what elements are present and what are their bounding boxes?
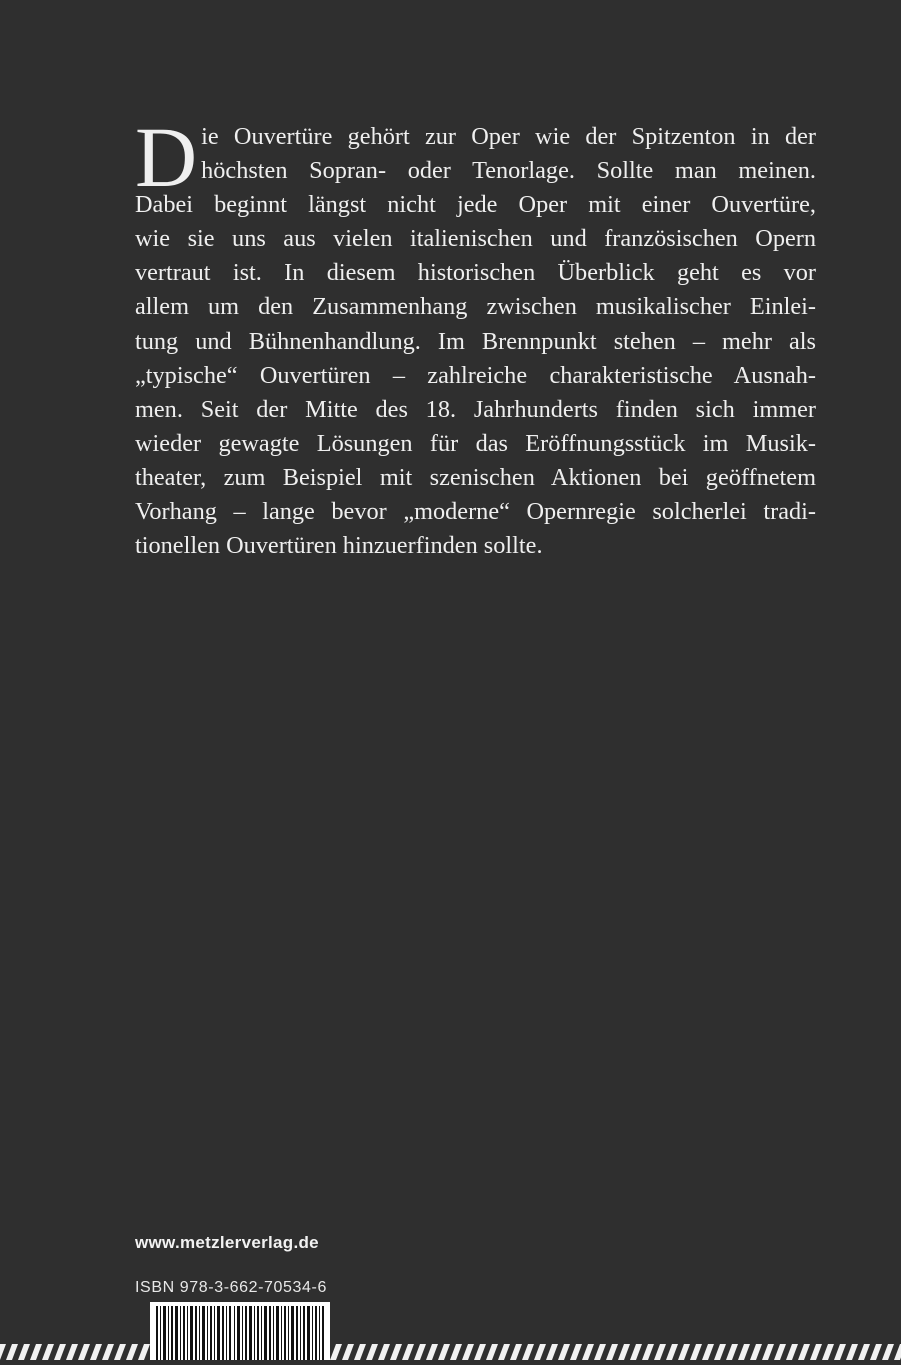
isbn-label: ISBN 978-3-662-70534-6: [135, 1279, 327, 1296]
blurb-line: allem um den Zusammenhang zwischen musikalischer Einlei-: [135, 293, 816, 321]
blurb-line: tung und Bühnenhandlung. Im Brennpunkt stehen – mehr als: [135, 327, 816, 355]
blurb-line: Vorhang – lange bevor „moderne“ Opernregie solcherlei tradi-: [135, 498, 816, 526]
blurb-line: höchsten Sopran- oder Tenorlage. Sollte man meinen.: [201, 157, 816, 185]
blurb-line: „typische“ Ouvertüren – zahlreiche charakteristische Ausnah-: [135, 361, 816, 389]
barcode-icon: [150, 1302, 330, 1360]
drop-cap: D: [135, 109, 198, 205]
blurb-line: men. Seit der Mitte des 18. Jahrhunderts finden sich immer: [135, 395, 816, 423]
zigzag-pattern-icon: [0, 1344, 901, 1360]
blurb-line: wieder gewagte Lösungen für das Eröffnungsstück im Musik-: [135, 429, 816, 457]
decorative-zigzag-border: [0, 1344, 901, 1360]
blurb-line: wie sie uns aus vielen italienischen und französischen Opern: [135, 225, 816, 253]
cover-blurb: [135, 109, 816, 563]
blurb-line: ie Ouvertüre gehört zur Oper wie der Spitzenton in der: [201, 123, 816, 150]
blurb-line: vertraut ist. In diesem historischen Überblick geht es vor: [135, 259, 816, 287]
publisher-url[interactable]: www.metzlerverlag.de: [135, 1233, 319, 1252]
blurb-line: Dabei beginnt längst nicht jede Oper mit einer Ouvertüre,: [135, 191, 816, 219]
barcode: [150, 1302, 330, 1360]
blurb-line: theater, zum Beispiel mit szenischen Aktionen bei geöffnetem: [135, 463, 816, 491]
blurb-line: tionellen Ouvertüren hinzuerfinden sollte.: [135, 532, 543, 560]
